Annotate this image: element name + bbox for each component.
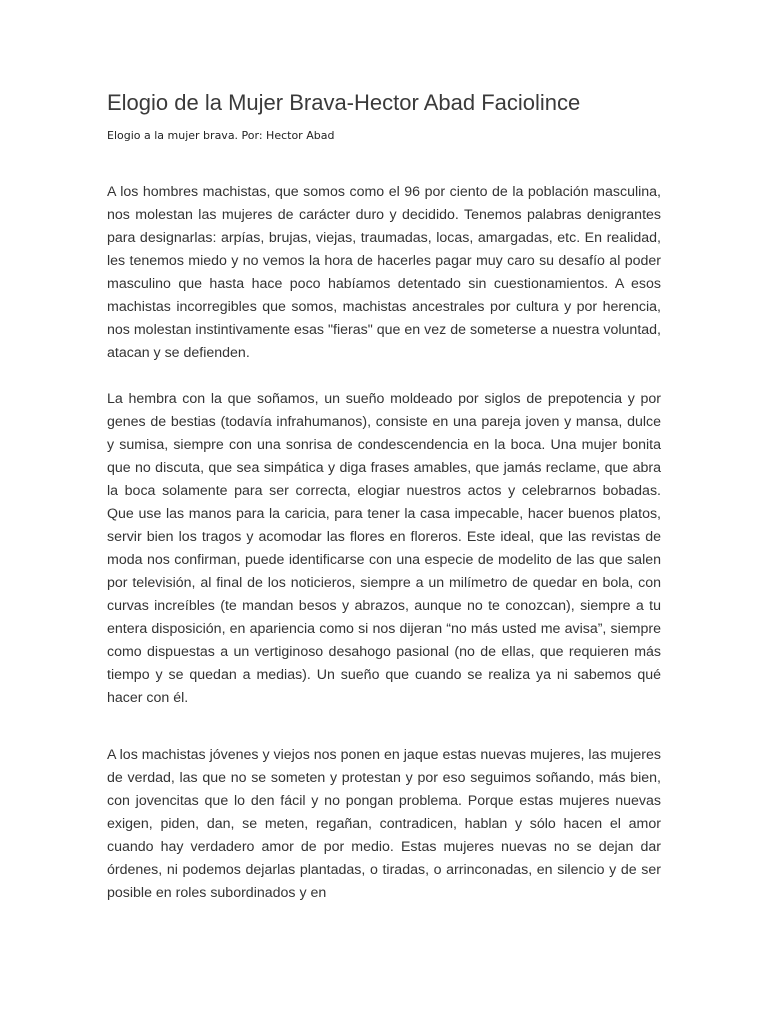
paragraph-3: A los machistas jóvenes y viejos nos ponen en jaque estas nuevas mujeres, las mujeres de verdad, las que no se someten y protestan y por eso seguimos soñando, más bien, con jovencitas que lo den fácil y no pongan problema. Porque estas mujeres nuevas exigen, piden, dan, se meten, regañan, contradicen, hablan y sólo hacen el amor cuando hay verdadero amor de por medio. Estas mujeres nuevas no se dejan dar órdenes, ni podemos dejarlas plantadas, o tiradas, o arrinconadas, en silencio y de ser posible en roles subordinados y en bbox=[107, 747, 661, 901]
paragraph-1: A los hombres machistas, que somos como el 96 por ciento de la población masculina, nos molestan las mujeres de carácter duro y decidido. Tenemos palabras denigrantes para designarlas: arpías, brujas, viejas, traumadas, locas, amargadas, etc. En realidad, les tenemos miedo y no vemos la hora de hacerles pagar muy caro su desafío al poder masculino que hasta hace poco habíamos detentado sin cuestionamientos. A esos machistas incorregibles que somos, machistas ancestrales por cultura y por herencia, nos molestan instintivamente esas "fieras" que en vez de someterse a nuestra voluntad, atacan y se defienden. bbox=[107, 184, 661, 361]
document-body bbox=[107, 181, 661, 905]
paragraph-2: La hembra con la que soñamos, un sueño moldeado por siglos de prepotencia y por genes de bestias (todavía infrahumanos), consiste en una pareja joven y mansa, dulce y sumisa, siempre con una sonrisa de condescendencia en la boca. Una mujer bonita que no discuta, que sea simpática y diga frases amables, que jamás reclame, que abra la boca solamente para ser correcta, elogiar nuestros actos y celebrarnos bobadas. Que use las manos para la caricia, para tener la casa impecable, hacer buenos platos, servir bien los tragos y acomodar las flores en floreros. Este ideal, que las revistas de moda nos confirman, puede identificarse con una especie de modelito de las que salen por televisión, al final de los noticieros, siempre a un milímetro de quedar en bola, con curvas increíbles (te mandan besos y abrazos, aunque no te conozcan), siempre a tu entera disposición, en apariencia como si nos dijeran “no más usted me avisa”, siempre como dispuestas a un vertiginoso desahogo pasional (no de ellas, que requieren más tiempo y se quedan a medias). Un sueño que cuando se realiza ya ni sabemos qué hacer con él. bbox=[107, 391, 661, 706]
document-title: Elogio de la Mujer Brava-Hector Abad Faciolince bbox=[107, 90, 581, 115]
document-subtitle: Elogio a la mujer brava. Por: Hector Abad bbox=[107, 129, 335, 142]
document-page bbox=[107, 88, 661, 905]
